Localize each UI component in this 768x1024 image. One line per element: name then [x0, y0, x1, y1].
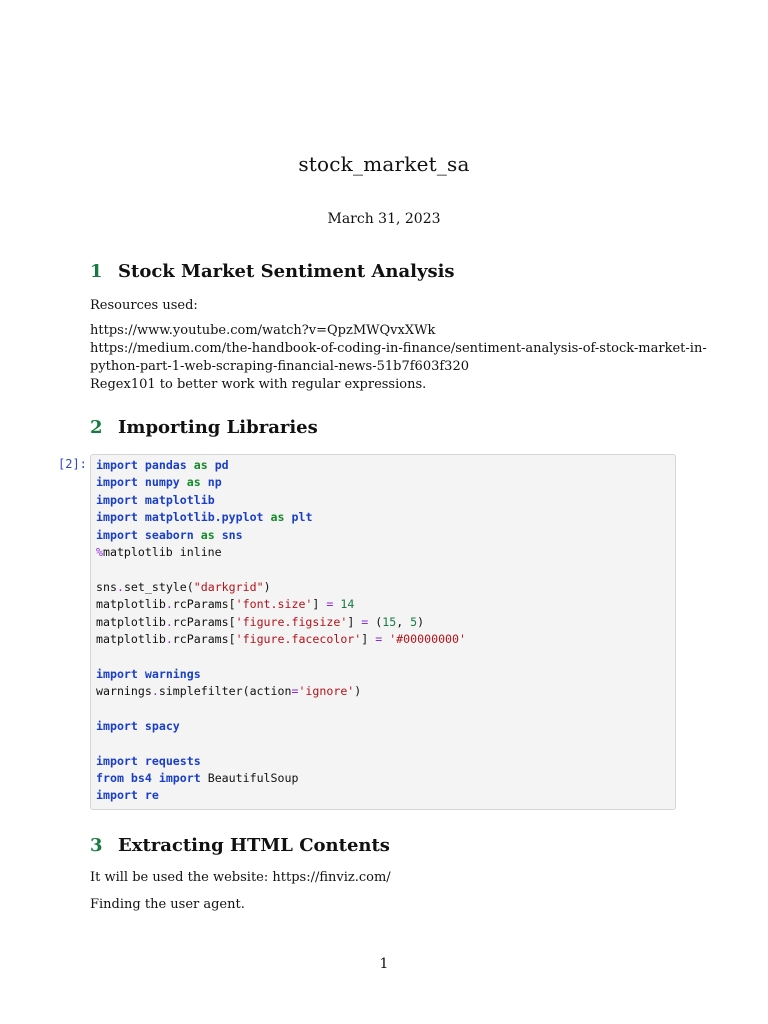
code-token: warnings: [96, 684, 152, 699]
code-token: ): [263, 579, 271, 594]
code-token: [138, 667, 145, 681]
code-token: matplotlib: [144, 492, 215, 507]
code-token: [187, 458, 194, 472]
section-title: Stock Market Sentiment Analysis: [118, 261, 455, 282]
page-number: 1: [379, 956, 389, 972]
code-token: as: [186, 475, 201, 490]
code-token: matplotlib: [96, 631, 166, 646]
code-token: 15: [382, 614, 397, 629]
code-line: [96, 561, 670, 578]
section-number: 3: [90, 835, 103, 856]
document-date: March 31, 2023: [327, 211, 441, 227]
code-line: [96, 614, 670, 631]
code-token: ): [417, 614, 425, 629]
code-token: 'ignore': [298, 684, 355, 699]
code-token: 5: [410, 614, 418, 629]
code-line: [96, 648, 670, 665]
code-token: [138, 754, 145, 768]
code-token: as: [200, 527, 215, 542]
user-agent-text: Finding the user agent.: [90, 897, 245, 912]
code-token: set_style(: [123, 579, 194, 594]
code-token: .: [151, 684, 159, 699]
code-line: [96, 544, 670, 561]
code-token: import: [96, 458, 138, 472]
code-token: [201, 475, 208, 489]
code-token: [124, 771, 131, 785]
code-token: matplotlib: [96, 614, 166, 629]
code-line: [96, 683, 670, 700]
code-line: [96, 474, 670, 491]
code-token: [180, 475, 187, 489]
code-token: ]: [347, 614, 362, 629]
code-token: pandas: [144, 458, 187, 472]
website-text: It will be used the website: https://finviz.com/: [90, 870, 391, 885]
code-token: pd: [214, 458, 229, 472]
cell-prompt: [2]:: [58, 457, 87, 471]
code-token: ]: [361, 631, 376, 646]
code-token: [138, 528, 145, 542]
code-line: [96, 631, 670, 648]
code-token: [194, 528, 201, 542]
code-token: [215, 528, 222, 542]
section-heading-2: [90, 417, 318, 438]
resource-link[interactable]: https://medium.com/the-handbook-of-coding-in-finance/sentiment-analysis-of-stock-market-in-: [90, 341, 707, 356]
code-token: [138, 458, 145, 472]
code-token: import: [96, 510, 138, 525]
code-token: re: [144, 788, 159, 803]
resources-label: Resources used:: [90, 298, 198, 313]
code-token: import: [96, 475, 138, 490]
code-token: sns: [221, 527, 243, 542]
code-token: as: [270, 510, 285, 525]
code-token: matplotlib.pyplot: [144, 510, 264, 525]
section-number: 1: [90, 261, 103, 282]
code-token: BeautifulSoup: [200, 771, 299, 786]
code-token: rcParams[: [172, 631, 236, 646]
resources-list: [90, 322, 707, 394]
code-token: from: [96, 771, 124, 786]
code-token: [152, 771, 159, 785]
code-token: warnings: [144, 666, 201, 681]
code-token: .: [165, 614, 173, 629]
code-token: import: [96, 788, 138, 803]
code-token: 'figure.figsize': [235, 614, 348, 629]
resource-link-continuation[interactable]: python-part-1-web-scraping-financial-news-51b7f603f320: [90, 359, 469, 374]
code-line: [96, 700, 670, 717]
code-token: sns: [96, 579, 117, 594]
code-token: rcParams[: [172, 597, 236, 612]
code-token: import: [96, 527, 138, 542]
code-line: [96, 492, 670, 509]
code-token: [264, 510, 271, 524]
code-token: import: [96, 666, 138, 681]
section-heading-3: [90, 835, 390, 856]
code-line: [96, 527, 670, 544]
code-token: import: [96, 753, 138, 768]
code-line: [96, 509, 670, 526]
code-token: ]: [312, 597, 327, 612]
code-token: =: [375, 631, 383, 646]
code-token: (: [368, 614, 383, 629]
code-token: numpy: [144, 475, 180, 490]
code-token: requests: [144, 753, 201, 768]
code-token: import: [96, 718, 138, 733]
code-token: .: [116, 579, 124, 594]
code-token: [138, 510, 145, 524]
section-heading-1: [90, 261, 455, 282]
code-token: '#00000000': [389, 631, 466, 646]
code-token: [208, 458, 215, 472]
code-token: bs4: [130, 771, 152, 786]
code-token: np: [207, 475, 222, 490]
code-line: [96, 718, 670, 735]
code-line: [96, 753, 670, 770]
code-token: %: [96, 544, 103, 559]
code-token: [138, 493, 145, 507]
code-token: matplotlib: [96, 597, 166, 612]
code-token: rcParams[: [172, 614, 236, 629]
code-line: [96, 596, 670, 613]
code-token: [138, 475, 145, 489]
code-cell[interactable]: [90, 454, 676, 810]
code-token: spacy: [144, 718, 180, 733]
code-token: [138, 788, 145, 802]
section-title: Importing Libraries: [118, 417, 318, 438]
code-token: .: [165, 631, 173, 646]
code-token: =: [326, 597, 334, 612]
section-number: 2: [90, 417, 103, 438]
code-line: [96, 787, 670, 804]
code-token: 14: [340, 597, 355, 612]
code-line: [96, 770, 670, 787]
code-token: import: [96, 492, 138, 507]
code-token: plt: [291, 510, 313, 525]
code-token: =: [361, 614, 369, 629]
resource-link[interactable]: https://www.youtube.com/watch?v=QpzMWQvxXWk: [90, 323, 436, 338]
code-line: [96, 579, 670, 596]
code-line: [96, 666, 670, 683]
resource-note: Regex101 to better work with regular expressions.: [90, 377, 427, 392]
code-line: [96, 735, 670, 752]
code-token: 'font.size': [235, 597, 313, 612]
code-token: seaborn: [144, 527, 194, 542]
code-token: =: [291, 684, 299, 699]
code-token: matplotlib inline: [102, 544, 222, 559]
code-token: ): [354, 684, 362, 699]
section-title: Extracting HTML Contents: [118, 835, 390, 856]
code-token: ,: [396, 614, 411, 629]
code-line: [96, 457, 670, 474]
code-token: [138, 719, 145, 733]
code-token: simplefilter(action: [158, 684, 292, 699]
document-title: stock_market_sa: [298, 152, 470, 176]
code-token: "darkgrid": [193, 579, 264, 594]
code-token: 'figure.facecolor': [235, 631, 362, 646]
code-token: .: [165, 597, 173, 612]
code-token: as: [193, 458, 208, 472]
code-token: import: [158, 771, 201, 786]
